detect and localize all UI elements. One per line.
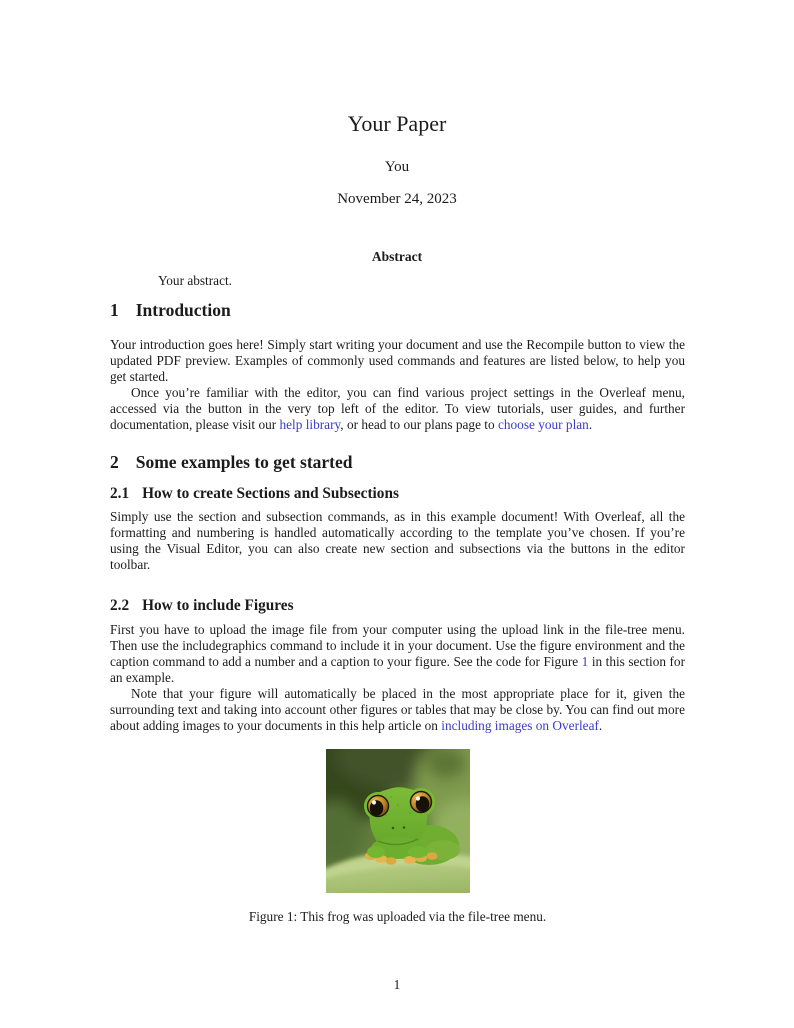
- figure-1-caption: Figure 1: This frog was uploaded via the file-tree menu.: [248, 909, 547, 925]
- section-1-number: 1: [110, 300, 119, 320]
- subsection-2-1-title: How to create Sections and Subsections: [142, 484, 399, 502]
- frog-image: [326, 749, 470, 893]
- subsection-2-1-paragraph: Simply use the section and subsection commands, as in this example document! With Overleaf, all the formatting and numbering is handled automatically according to the template you’ve chosen. If you’re using the Visual Editor, you can also create new section and subsections via the buttons in the editor toolbar.: [110, 508, 685, 573]
- section-2-number: 2: [110, 451, 119, 472]
- section-1-heading: [110, 300, 685, 321]
- paper-date: November 24, 2023: [337, 191, 457, 207]
- section-1-title: Introduction: [135, 300, 231, 320]
- abstract-heading: Abstract: [371, 249, 423, 264]
- help-library-link[interactable]: help library: [279, 417, 341, 433]
- paper-body: [110, 300, 685, 925]
- frog-left-eye: [367, 796, 388, 817]
- including-images-link[interactable]: including images on Overleaf: [441, 718, 599, 734]
- section-2-title: Some examples to get started: [135, 451, 353, 472]
- figure-1-ref-link[interactable]: 1: [581, 653, 589, 669]
- subsection-2-1-number: 2.1: [110, 484, 130, 502]
- intro-paragraph-1: Your introduction goes here! Simply start writing your document and use the Recompile button to view the updated PDF preview. Examples of commonly used commands and features are listed below, to help you get started.: [110, 337, 685, 385]
- paper-title: Your Paper: [347, 111, 447, 136]
- abstract-text: Your abstract.: [158, 273, 232, 288]
- figures-paragraph-1: First you have to upload the image file from your computer using the upload link in the file-tree menu. Then use the includegraphics command to include it in your document. Use the figure environment and the caption command to add a number and a caption to your figure. See the code for Figure 1 in this section for an example.: [110, 621, 685, 685]
- subsection-2-1-heading: [110, 485, 685, 503]
- intro-paragraph-2: Once you’re familiar with the editor, you can find various project settings in the Overleaf menu, accessed via the button in the very top left of the editor. To view tutorials, user guides, and further documentation, please visit our help library, or head to our plans page to choose your plan.: [110, 385, 685, 433]
- paper-header: [0, 0, 794, 289]
- frog-right-eye: [410, 792, 431, 813]
- figure-1: [110, 749, 685, 893]
- figures-paragraph-2: Note that your figure will automatically be placed in the most appropriate place for it, given the surrounding text and taking into account other figures or tables that may be close by. You can find out more about adding images to your documents in this help article on including images on Overleaf.: [110, 686, 685, 734]
- page-number: 1: [393, 977, 401, 992]
- section-2-heading: [110, 452, 685, 473]
- subsection-2-2-heading: [110, 597, 685, 615]
- subsection-2-2-number: 2.2: [110, 597, 130, 615]
- choose-your-plan-link[interactable]: choose your plan: [497, 417, 589, 433]
- paper-author: You: [384, 159, 410, 175]
- subsection-2-2-title: How to include Figures: [142, 597, 294, 615]
